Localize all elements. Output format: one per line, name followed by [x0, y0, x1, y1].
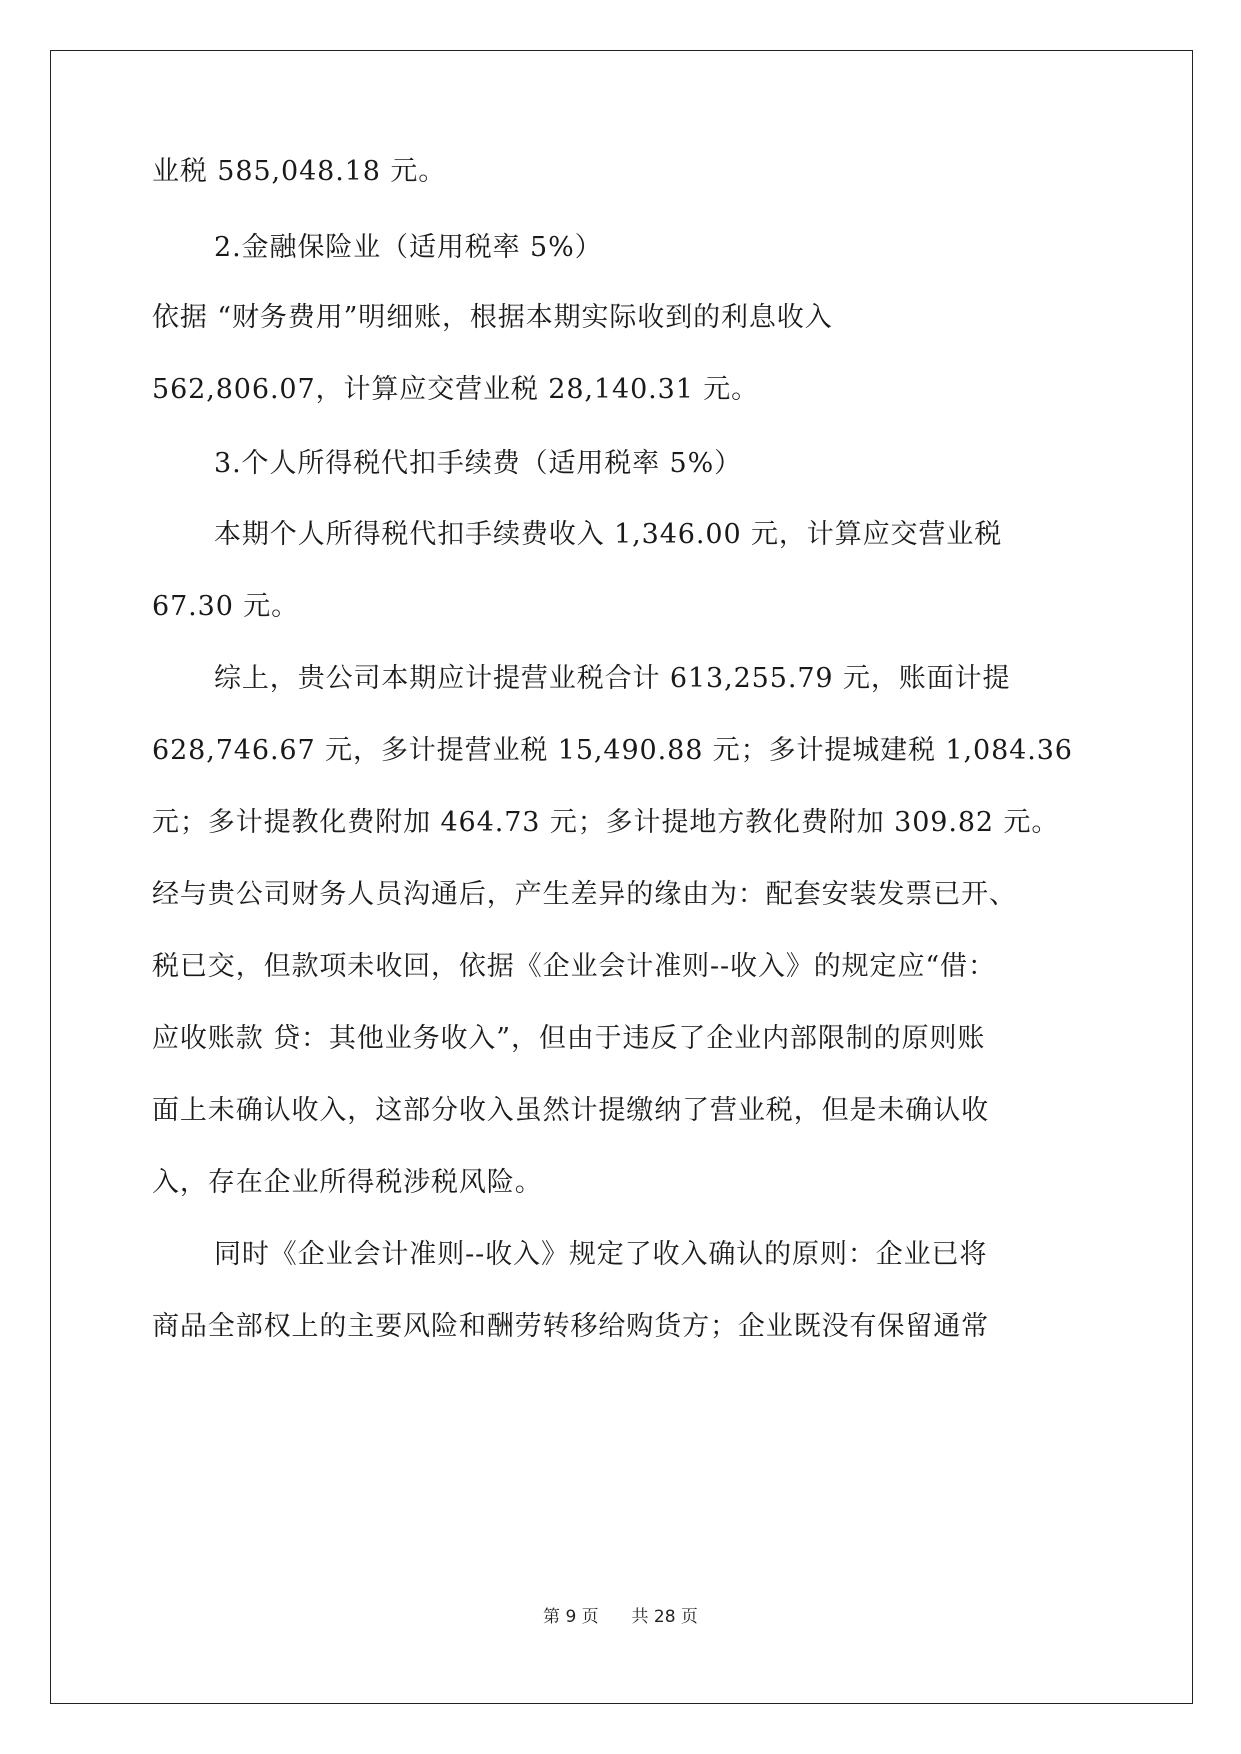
- total-pages: 共 28 页: [631, 1607, 698, 1627]
- text-line: 本期个人所得税代扣手续费收入 1,346.00 元，计算应交营业税: [214, 519, 1003, 550]
- text-line: 业税 585,048.18 元。: [152, 156, 447, 187]
- text-line: 税已交，但款项未收回，依据《企业会计准则--收入》的规定应“借：: [152, 951, 996, 982]
- text-line: 经与贵公司财务人员沟通后，产生差异的缘由为：配套安装发票已开、: [152, 879, 1017, 910]
- page-footer: [0, 1602, 1241, 1627]
- text-line: 面上未确认收入，这部分收入虽然计提缴纳了营业税，但是未确认收: [152, 1095, 989, 1126]
- text-line: 商品全部权上的主要风险和酬劳转移给购货方；企业既没有保留通常: [152, 1311, 989, 1342]
- section-heading: 3.个人所得税代扣手续费（适用税率 5%）: [214, 448, 743, 479]
- text-line: 562,806.07，计算应交营业税 28,140.31 元。: [152, 374, 760, 405]
- text-line: 应收账款 贷：其他业务收入”，但由于违反了企业内部限制的原则账: [152, 1023, 986, 1054]
- text-line: 综上，贵公司本期应计提营业税合计 613,255.79 元，账面计提: [214, 663, 1011, 694]
- page-border: [50, 50, 1193, 1704]
- text-line: 67.30 元。: [152, 591, 300, 622]
- text-line: 入，存在企业所得税涉税风险。: [152, 1167, 543, 1198]
- text-line: 同时《企业会计准则--收入》规定了收入确认的原则：企业已将: [214, 1239, 988, 1270]
- text-line: 628,746.67 元，多计提营业税 15,490.88 元；多计提城建税 1,084.36: [152, 735, 1073, 766]
- text-line: 元；多计提教化费附加 464.73 元；多计提地方教化费附加 309.82 元。: [152, 807, 1060, 838]
- page-number: 第 9 页: [543, 1607, 599, 1627]
- section-heading: 2.金融保险业（适用税率 5%）: [214, 232, 603, 263]
- text-line: 依据 “财务费用”明细账，根据本期实际收到的利息收入: [152, 302, 833, 333]
